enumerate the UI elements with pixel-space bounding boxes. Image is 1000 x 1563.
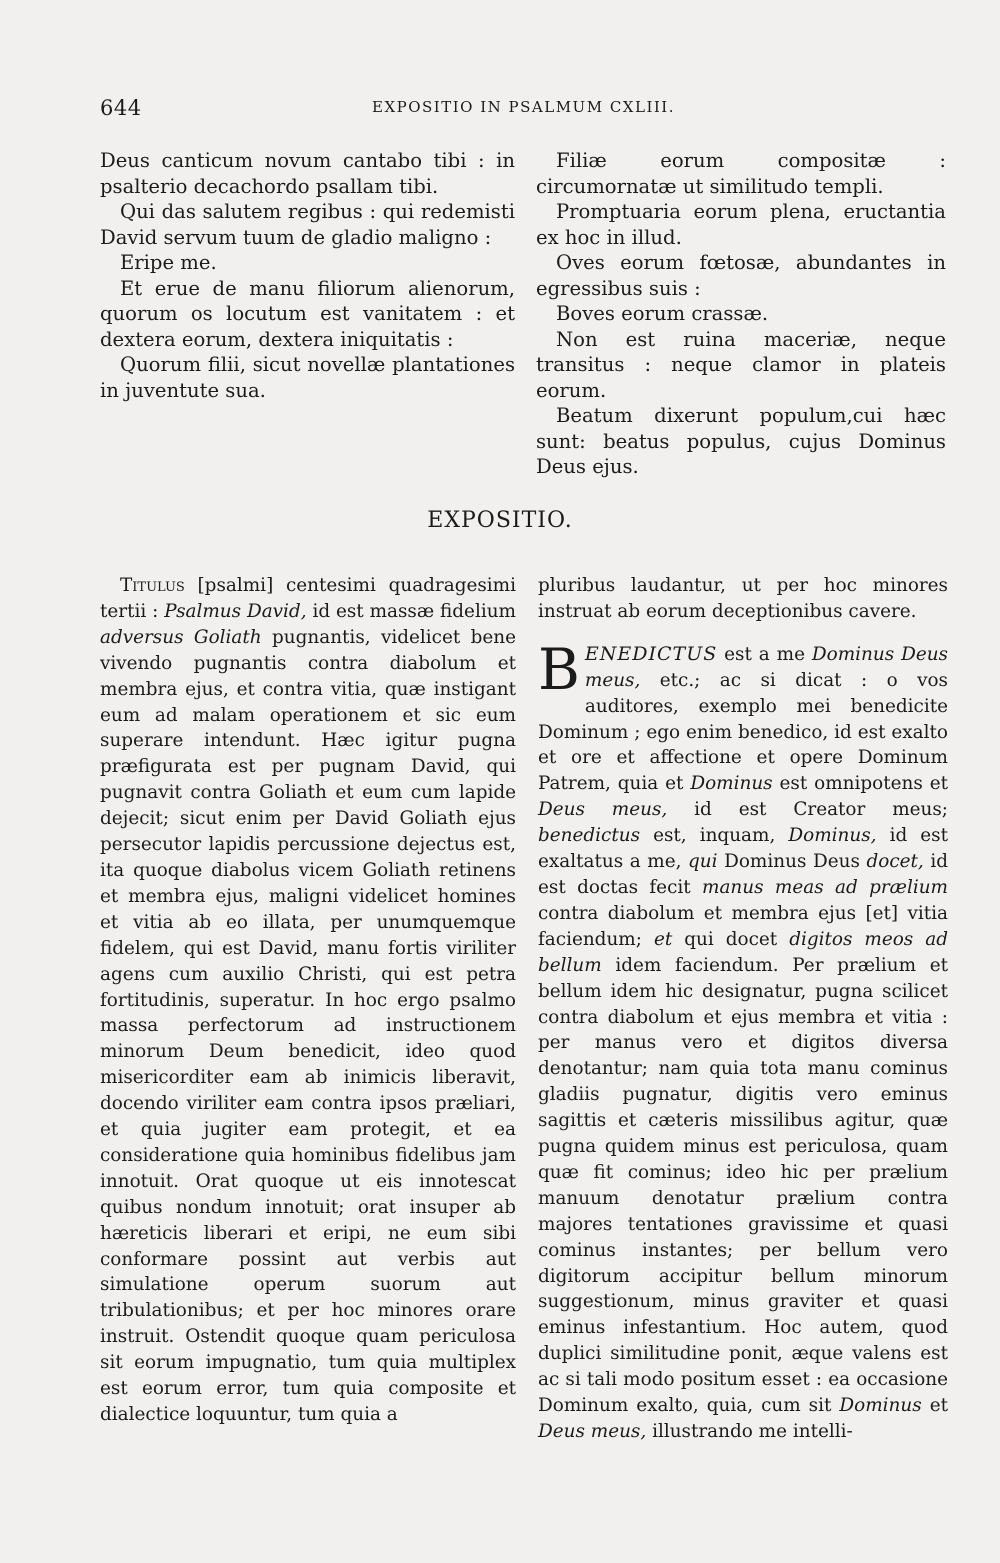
psalm-verse: Quorum filii, sicut novellæ plantationes in juventute sua.: [100, 353, 515, 402]
psalm-verse: Oves eorum fœtosæ, abundantes in egressibus suis :: [536, 251, 946, 300]
commentary-paragraph: Titulus [psalmi] centesimi quadragesimi tertii : Psalmus David, id est massæ fidelium adversus Goliath pugnantis, videlicet bene vivendo pugnantis contra diabolum et membra ejus, et contra vitia, quæ instigant eum ad malam operationem et sic eum superare intendunt. Hæc igitur pugna præfigurata est per pugnam David, qui pugnavit contra Goliath et eum cum lapide dejecit; sicut enim per David Goliath ejus persecutor lapidis percussione dejectus est, ita quoque diabolus vicem Goliath retinens et membra ejus, maligni videlicet homines et vitia ab eo illata, per unumquemque fidelem, qui est David, manu fortis viriliter agens cum auxilio Christi, qui est petra fortitudinis, superatur. In hoc ergo psalmo massa perfectorum ad instructionem minorum Deum benedicit, ideo quod misericorditer eam ab inimicis liberavit, docendo viriliter eam contra ipsos præliari, et quia jugiter eam protegit, et ea consideratione quia hominibus fidelibus jam innotuit. Orat quoque ut eis innotescat quibus nondum innotuit; orat insuper ab hæreticis liberari et eripi, ne eum sibi conformare possint aut verbis aut simulatione operum suorum aut tribulationibus; et per hoc minores orare instruit. Ostendit quoque quam periculosa sit eorum impugnatio, tum quia multiplex est eorum error, tum quia composite et dialectice loquuntur, tum quia a: [100, 575, 516, 1425]
commentary-right-column: [538, 573, 948, 1445]
commentary-paragraph: pluribus laudantur, ut per hoc minores instruat ab eorum deceptionibus cavere.: [538, 575, 948, 622]
psalm-text-left-column: [100, 148, 515, 403]
psalm-verse: Boves eorum crassæ.: [556, 302, 769, 325]
psalm-verse: Filiæ eorum compositæ : circumornatæ ut similitudo templi.: [536, 149, 946, 198]
page-header: [100, 96, 950, 126]
psalm-verse: Et erue de manu filiorum alienorum, quorum os locutum est vanitatem : et dextera eorum, dextera iniquitatis :: [100, 276, 515, 351]
psalm-verse: Non est ruina maceriæ, neque transitus : neque clamor in plateis eorum.: [536, 327, 946, 402]
commentary-left-column: [100, 573, 516, 1428]
lead-word: Titulus: [120, 575, 185, 596]
psalm-verse: Eripe me.: [120, 251, 217, 274]
psalm-text-right-column: [536, 148, 946, 480]
lead-caps: ENEDICTUS: [584, 642, 718, 665]
commentary-paragraph: BENEDICTUS est a me Dominus Deus meus, etc.; ac si dicat : o vos auditores, exemplo mei benedicite Dominum ; ego enim benedico, id est exalto et ore et affectione et opere Dominum Patrem, quia et Dominus est omnipotens et Deus meus, id est Creator meus; benedictus est, inquam, Dominus, id est exaltatus a me, qui Dominus Deus docet, id est doctas fecit manus meas ad prælium contra diabolum et membra ejus [et] vitia faciendum; et qui docet digitos meos ad bellum idem faciendum. Per prælium et bellum idem hic designatur, pugna scilicet contra diabolum et ejus membra et vitia : per manus vero et digitos diversa denotantur; nam quia tota manu cominus gladiis pugnatur, digitis vero eminus sagittis et cæteris missilibus agitur, quæ pugna quidem minus est periculosa, quam quæ fit cominus; ideo hic per prælium manuum denotatur prælium contra majores tentationes gravissime et quasi cominus instantes; per bellum vero digitorum accipitur bellum minorum suggestionum, minus graviter et quasi eminus infestantium. Hoc autem, quod duplici similitudine ponit, æque valens est ac si tali modo positum esset : ea occasione Dominum exalto, quia, cum sit Dominus et Deus meus, illustrando me intelli-: [538, 636, 949, 1442]
psalm-verse: Beatum dixerunt populum,cui hæc sunt: beatus populus, cujus Dominus Deus ejus.: [536, 404, 946, 478]
section-heading: EXPOSITIO.: [427, 508, 573, 533]
psalm-verse: Deus canticum novum cantabo tibi : in psalterio decachordo psallam tibi.: [100, 149, 515, 198]
psalm-verse: Qui das salutem regibus : qui redemisti David servum tuum de gladio maligno :: [100, 200, 515, 249]
psalm-verse: Promptuaria eorum plena, eructantia ex hoc in illud.: [536, 200, 946, 249]
page-number: 644: [100, 96, 142, 120]
drop-cap: B: [538, 636, 580, 703]
running-head: EXPOSITIO IN PSALMUM CXLIII.: [372, 98, 675, 116]
